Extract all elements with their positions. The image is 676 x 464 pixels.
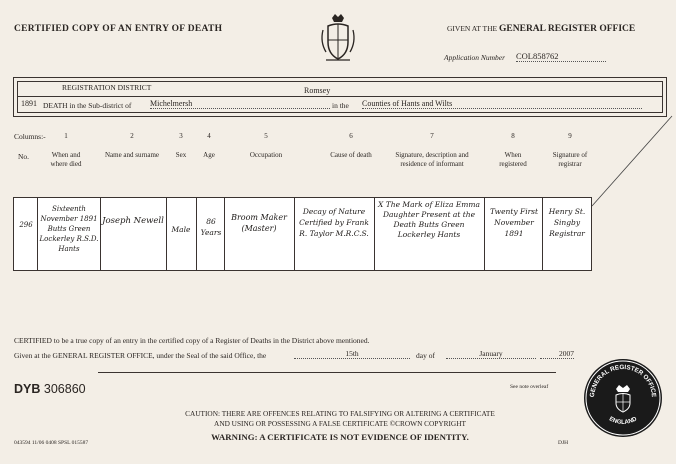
seal-text-bottom-path: ENGLAND bbox=[607, 416, 639, 426]
certificate-serial bbox=[14, 382, 86, 396]
column-6-number: 6 bbox=[349, 132, 353, 140]
no-label: No. bbox=[18, 152, 30, 161]
clerk-initials: DJH bbox=[558, 440, 569, 446]
column-7-number: 7 bbox=[430, 132, 434, 140]
cancellation-line bbox=[590, 110, 676, 210]
given-at-label bbox=[447, 24, 635, 34]
entry-occupation: Broom Maker (Master) bbox=[231, 213, 287, 233]
royal-coat-of-arms-icon bbox=[318, 12, 358, 64]
serial-prefix: DYB bbox=[14, 382, 41, 396]
registration-year: 1891 bbox=[21, 99, 37, 108]
caution-line-1: CAUTION: THERE ARE OFFENCES RELATING TO FALSIFYING OR ALTERING A CERTIFICATE bbox=[185, 409, 495, 418]
serial-number: 306860 bbox=[43, 382, 86, 396]
subdistrict-value: Michelmersh bbox=[150, 99, 330, 109]
column-4-header bbox=[198, 132, 220, 160]
seal-text-top-path: GENERAL REGISTER OFFICE bbox=[588, 363, 658, 398]
column-6-label: Cause of death bbox=[330, 151, 372, 159]
column-8-header bbox=[490, 132, 536, 169]
seal-text-top bbox=[589, 364, 657, 398]
serial-divider bbox=[98, 372, 556, 373]
column-9-header bbox=[544, 132, 596, 169]
column-8-number: 8 bbox=[511, 132, 515, 140]
entry-name: Joseph Newell bbox=[102, 216, 164, 226]
column-8-label: When registered bbox=[499, 151, 527, 168]
given-at-prefix: GIVEN AT THE bbox=[447, 24, 498, 33]
column-3-label: Sex bbox=[175, 151, 187, 159]
register-office-seal bbox=[584, 359, 662, 437]
district-label: REGISTRATION DISTRICT bbox=[62, 83, 152, 92]
column-3-number: 3 bbox=[179, 132, 183, 140]
entry-divider-6 bbox=[294, 198, 295, 270]
column-2-header bbox=[102, 132, 162, 160]
column-2-number: 2 bbox=[130, 132, 134, 140]
entry-registered: Twenty First November 1891 bbox=[489, 207, 539, 238]
column-7-header bbox=[386, 132, 478, 169]
application-number-label: Application Number bbox=[444, 53, 506, 62]
columns-label: Columns:- bbox=[14, 132, 46, 141]
footer-code: 043594 11/06 0408 SPSL 015587 bbox=[14, 440, 89, 446]
column-1-number: 1 bbox=[64, 132, 68, 140]
certification-year: 2007 bbox=[540, 349, 574, 359]
see-note-overleaf: See note overleaf bbox=[510, 384, 549, 390]
county-value: Counties of Hants and Wilts bbox=[362, 99, 642, 109]
register-office-title: GENERAL REGISTER OFFICE bbox=[499, 24, 636, 34]
caution-notice bbox=[150, 409, 530, 429]
registration-district-box bbox=[13, 77, 667, 117]
seal-ring-icon bbox=[584, 359, 662, 437]
certification-day: 15th bbox=[294, 349, 410, 359]
column-3-header bbox=[170, 132, 192, 160]
column-2-label: Name and surname bbox=[104, 151, 160, 159]
entry-registrar: Henry St. Singby Registrar bbox=[548, 207, 586, 238]
entry-age: 86 Years bbox=[200, 217, 222, 237]
column-7-label: Signature, description and residence of informant bbox=[395, 151, 469, 168]
entry-informant: X The Mark of Eliza Emma Daughter Present at the Death Butts Green Lockerley Hants bbox=[378, 200, 480, 239]
certificate-title: CERTIFIED COPY OF AN ENTRY OF DEATH bbox=[14, 24, 223, 34]
entry-divider-7 bbox=[374, 198, 375, 270]
district-value: Romsey bbox=[304, 86, 331, 95]
district-divider bbox=[18, 96, 662, 97]
given-at-statement: Given at the GENERAL REGISTER OFFICE, under the Seal of the said Office, the bbox=[14, 351, 267, 360]
caution-line-2: AND USING OR POSSESSING A FALSE CERTIFICATE ©CROWN COPYRIGHT bbox=[214, 419, 466, 428]
entry-sex: Male bbox=[171, 225, 191, 234]
certification-month: January bbox=[446, 349, 536, 359]
day-of-label: day of bbox=[416, 351, 435, 360]
column-9-label: Signature of registrar bbox=[552, 151, 588, 168]
column-1-header bbox=[44, 132, 88, 169]
certification-statement: CERTIFIED to be a true copy of an entry in the certified copy of a Register of Deaths in the District above mentioned. bbox=[14, 336, 370, 345]
column-9-number: 9 bbox=[568, 132, 572, 140]
column-4-number: 4 bbox=[207, 132, 211, 140]
entry-number: 296 bbox=[19, 221, 33, 229]
entry-divider-8 bbox=[484, 198, 485, 270]
death-entry-row bbox=[13, 197, 592, 271]
column-4-label: Age bbox=[203, 151, 215, 159]
entry-divider-2 bbox=[100, 198, 101, 270]
identity-warning: WARNING: A CERTIFICATE IS NOT EVIDENCE OF IDENTITY. bbox=[211, 432, 469, 442]
entry-divider-9 bbox=[542, 198, 543, 270]
entry-divider-1 bbox=[37, 198, 38, 270]
column-5-label: Occupation bbox=[249, 151, 283, 159]
seal-text-bottom bbox=[608, 416, 639, 426]
in-the-label: in the bbox=[332, 101, 349, 110]
column-6-header bbox=[316, 132, 386, 160]
death-subdistrict-label: DEATH in the Sub-district of bbox=[43, 101, 132, 110]
column-1-label: When and where died bbox=[50, 151, 82, 168]
column-5-number: 5 bbox=[264, 132, 268, 140]
application-number: COL858762 bbox=[516, 51, 606, 62]
entry-when-where: Sixteenth November 1891 Butts Green Lockerley R.S.D. Hants bbox=[39, 205, 99, 253]
column-5-header bbox=[238, 132, 294, 160]
entry-divider-4 bbox=[196, 198, 197, 270]
entry-cause: Decay of Nature Certified by Frank R. Taylor M.R.C.S. bbox=[299, 207, 369, 238]
entry-divider-5 bbox=[224, 198, 225, 270]
